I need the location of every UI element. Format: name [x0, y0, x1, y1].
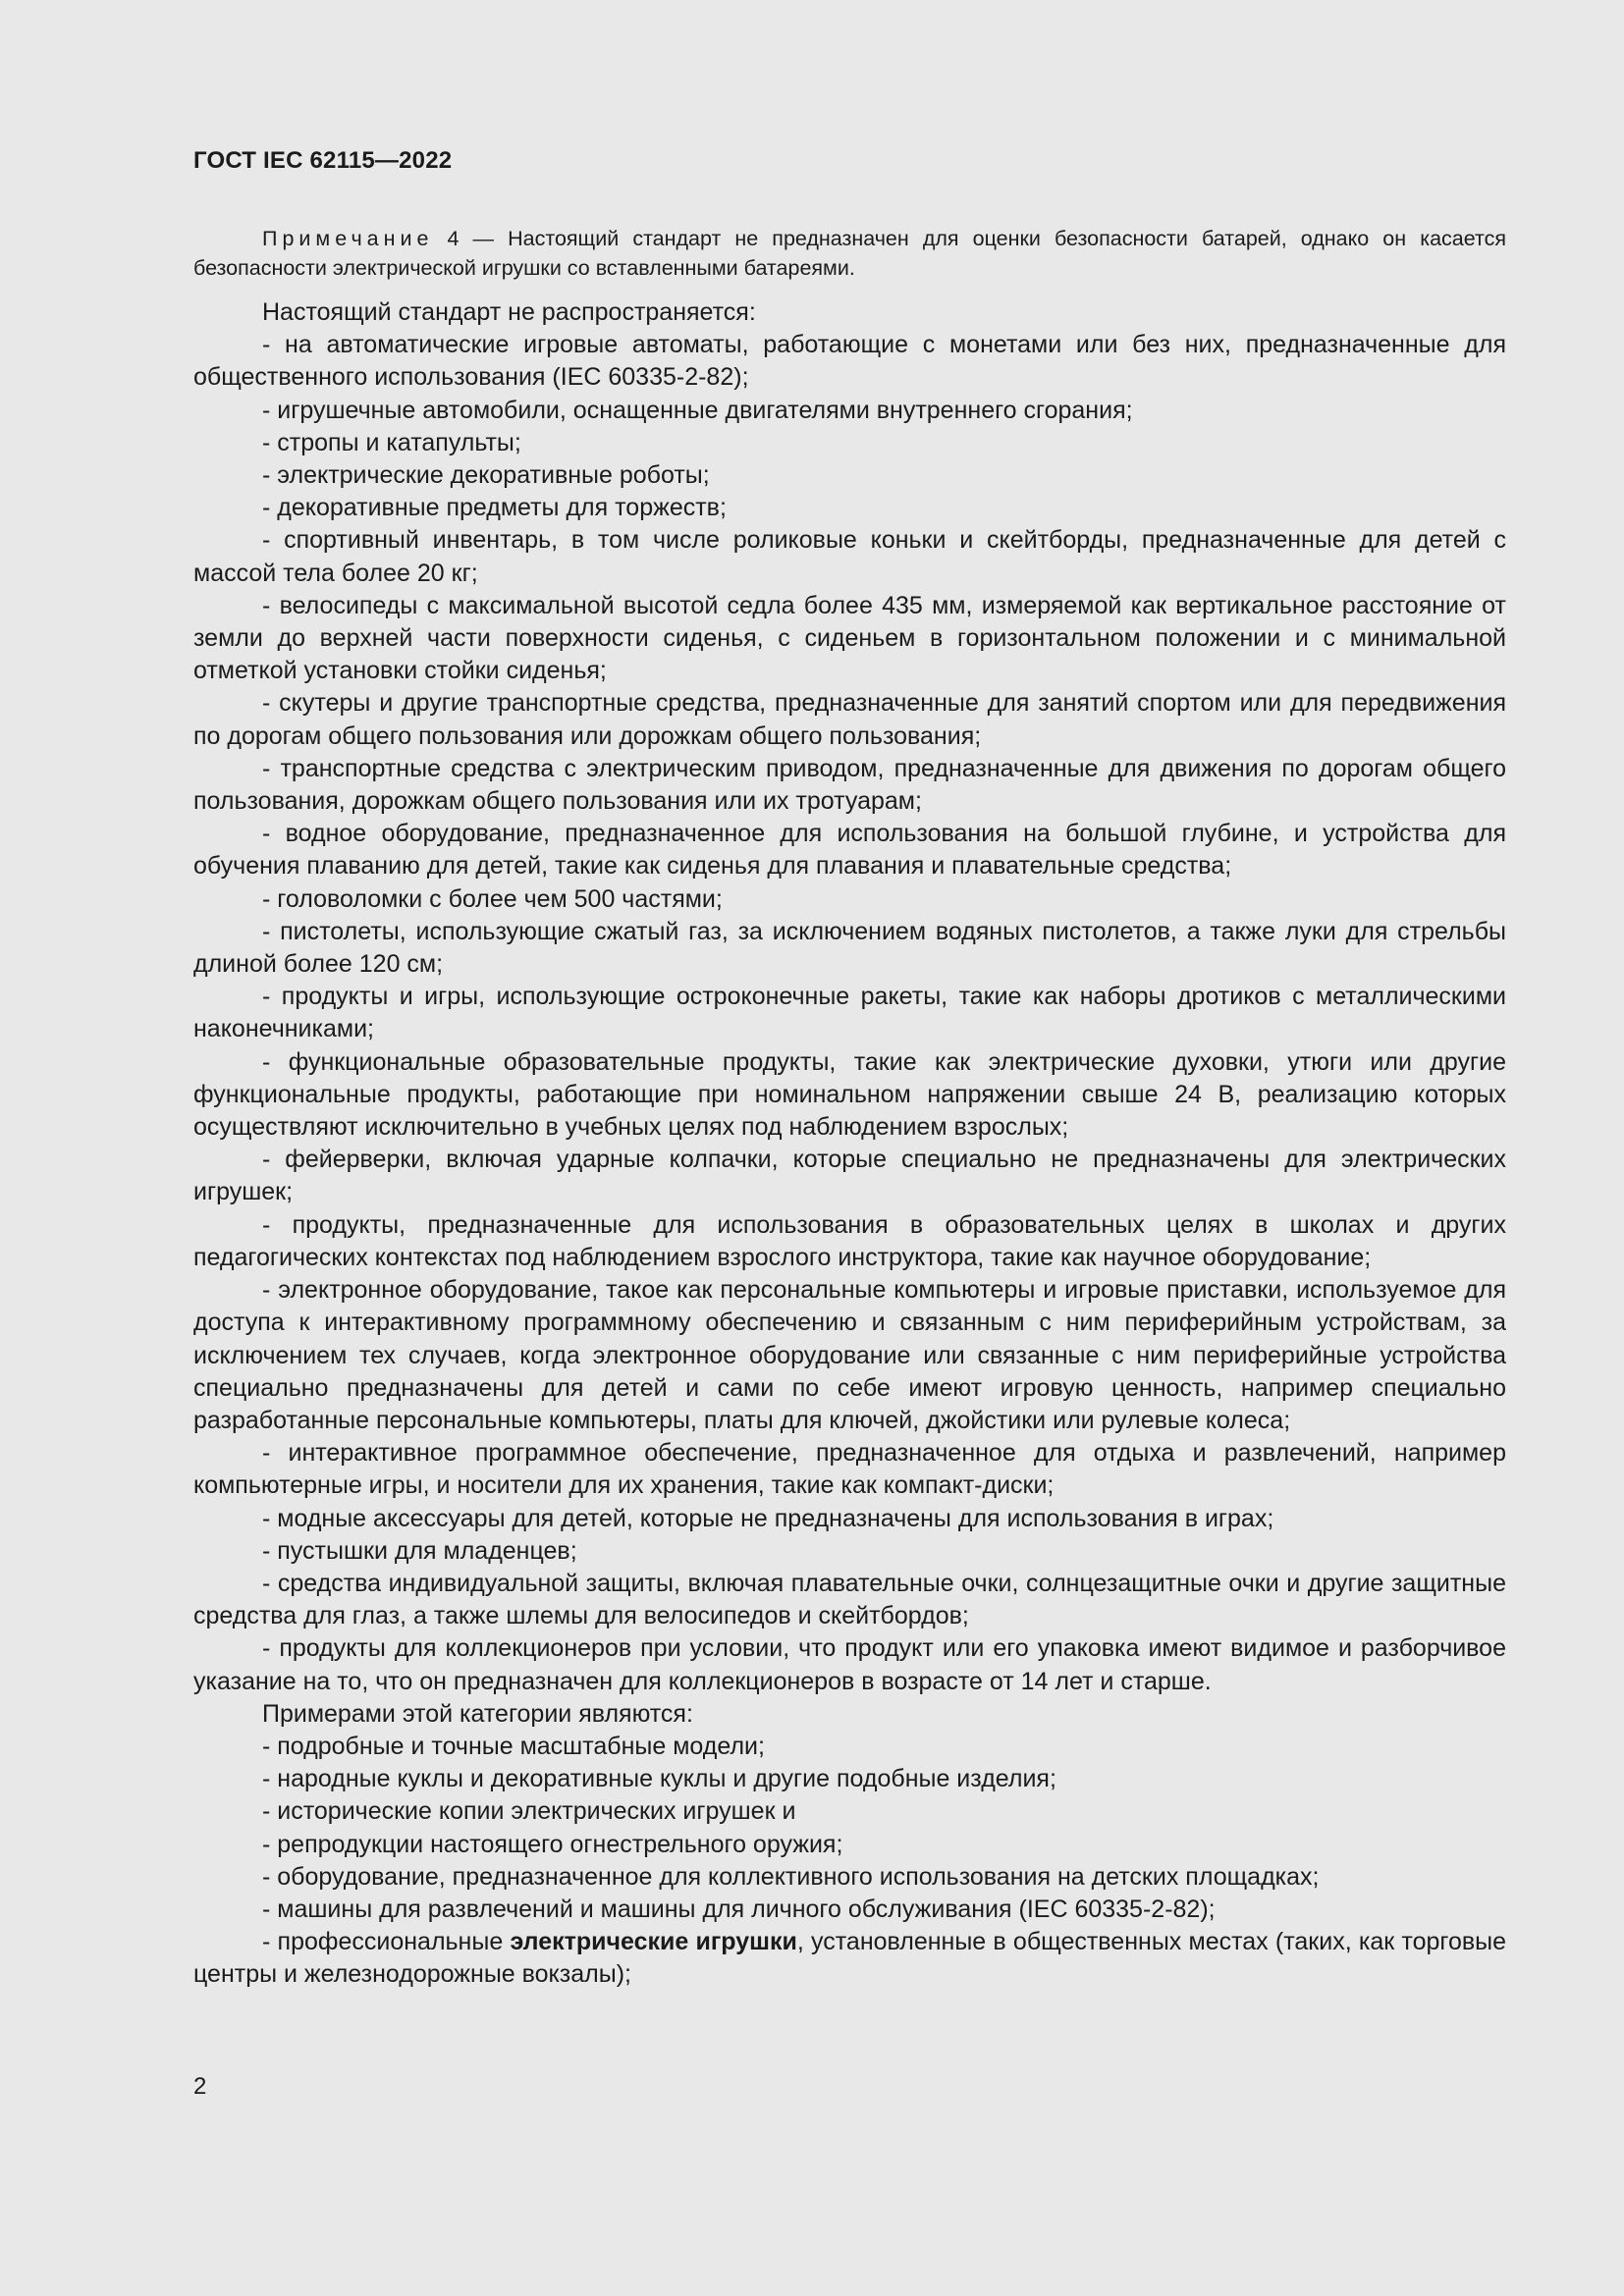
- exclusion-item: - спортивный инвентарь, в том числе роликовые коньки и скейтборды, предназначенные для детей с массой тела более 20 кг;: [193, 526, 1506, 587]
- exclusion-item: - декоративные предметы для торжеств;: [262, 494, 727, 522]
- exclusion-item: - продукты и игры, использующие остроконечные ракеты, такие как наборы дротиков с металлическими наконечниками;: [193, 983, 1506, 1043]
- exclusion-item: - продукты, предназначенные для использования в образовательных целях в школах и других педагогических контекстах под наблюдением взрослого инструктора, такие как научное оборудование;: [193, 1210, 1506, 1271]
- note-label: Примечание: [262, 227, 434, 250]
- last-item-post: , установленные в общественных местах (таких, как торговые центры и железнодорожные вокзалы);: [193, 1928, 1507, 1989]
- exclusion-item: - водное оборудование, предназначенное для использования на большой глубине, и устройства для обучения плаванию для детей, такие как сиденья для плавания и плавательные средства;: [193, 820, 1506, 881]
- exclusion-item: - электронное оборудование, такое как персональные компьютеры и игровые приставки, используемое для доступа к интерактивному программному обеспечению и связанным с ним периферийным устройствам, за исключением тех случаев, когда электронное оборудование или связанные с ним периферийные устройства специально предназначены для детей и сами по себе имеют игровую ценность, например специально разработанные персональные компьютеры, платы для ключей, джойстики или рулевые колеса;: [193, 1276, 1506, 1434]
- exclusion-item: - средства индивидуальной защиты, включая плавательные очки, солнцезащитные очки и другие защитные средства для глаз, а также шлемы для велосипедов и скейтбордов;: [193, 1569, 1506, 1630]
- exclusion-item: - транспортные средства с электрическим приводом, предназначенные для движения по дорогам общего пользования, дорожкам общего пользования или их тротуарам;: [193, 754, 1506, 816]
- example-item: - подробные и точные масштабные модели;: [262, 1732, 765, 1760]
- exclusion-item: - стропы и катапульты;: [262, 428, 521, 456]
- exclusion-item: - интерактивное программное обеспечение, предназначенное для отдыха и развлечений, например компьютерные игры, и носители для их хранения, такие как компакт-диски;: [193, 1439, 1506, 1500]
- exclusion-item: - пустышки для младенцев;: [262, 1536, 577, 1565]
- example-item: - народные куклы и декоративные куклы и другие подобные изделия;: [262, 1765, 1056, 1793]
- exclusion-item: - электрические декоративные роботы;: [262, 461, 710, 490]
- exclusion-item: - велосипеды с максимальной высотой седла более 435 мм, измеряемой как вертикальное расстояние от земли до верхней части поверхности сиденья, с сиденьем в горизонтальном положении и с минимальной отметкой установки стойки сиденья;: [193, 591, 1506, 685]
- note-paragraph: [193, 224, 1506, 283]
- exclusion-item: - продукты для коллекционеров при условии, что продукт или его упаковка имеют видимое и разборчивое указание на то, что он предназначен для коллекционеров в возрасте от 14 лет и старше.: [193, 1634, 1506, 1695]
- exclusion-item: - скутеры и другие транспортные средства, предназначенные для занятий спортом или для передвижения по дорогам общего пользования или дорожкам общего пользования;: [193, 689, 1506, 750]
- exclusion-item: - фейерверки, включая ударные колпачки, которые специально не предназначены для электрических игрушек;: [193, 1146, 1506, 1206]
- page-content: [193, 224, 1506, 1992]
- note-text: 4 — Настоящий стандарт не предназначен для оценки безопасности батарей, однако он касается безопасности электрической игрушки со вставленными батареями.: [193, 227, 1506, 280]
- exclusion-item: - модные аксессуары для детей, которые не предназначены для использования в играх;: [262, 1504, 1274, 1532]
- exclusion-item: - игрушечные автомобили, оснащенные двигателями внутреннего сгорания;: [262, 396, 1133, 424]
- example-item: - оборудование, предназначенное для коллективного использования на детских площадках;: [262, 1862, 1320, 1891]
- page-number: 2: [193, 2073, 207, 2100]
- exclusion-item: - головоломки с более чем 500 частями;: [262, 884, 723, 913]
- example-item: - машины для развлечений и машины для личного обслуживания (IEC 60335-2-82);: [262, 1895, 1216, 1923]
- examples-intro: Примерами этой категории являются:: [262, 1699, 693, 1728]
- exclusion-item: - на автоматические игровые автоматы, работающие с монетами или без них, предназначенные для общественного использования (IEC 60335-2-82);: [193, 331, 1506, 392]
- exclusion-item: - пистолеты, использующие сжатый газ, за исключением водяных пистолетов, а также луки для стрельбы длиной более 120 см;: [193, 917, 1506, 979]
- exclusion-item: - функциональные образовательные продукты, такие как электрические духовки, утюги или другие функциональные продукты, работающие при номинальном напряжении свыше 24 В, реализацию которых осуществляют исключительно в учебных целях под наблюдением взрослых;: [193, 1047, 1506, 1142]
- example-item-last: [193, 1926, 1506, 1991]
- scope-intro: Настоящий стандарт не распространяется:: [262, 298, 756, 326]
- last-item-bold-term: электрические игрушки: [510, 1928, 797, 1956]
- last-item-pre: - профессиональные: [262, 1928, 511, 1956]
- example-item: - исторические копии электрических игрушек и: [262, 1797, 796, 1826]
- document-header: ГОСТ IEC 62115—2022: [193, 147, 453, 174]
- example-item: - репродукции настоящего огнестрельного оружия;: [262, 1830, 843, 1858]
